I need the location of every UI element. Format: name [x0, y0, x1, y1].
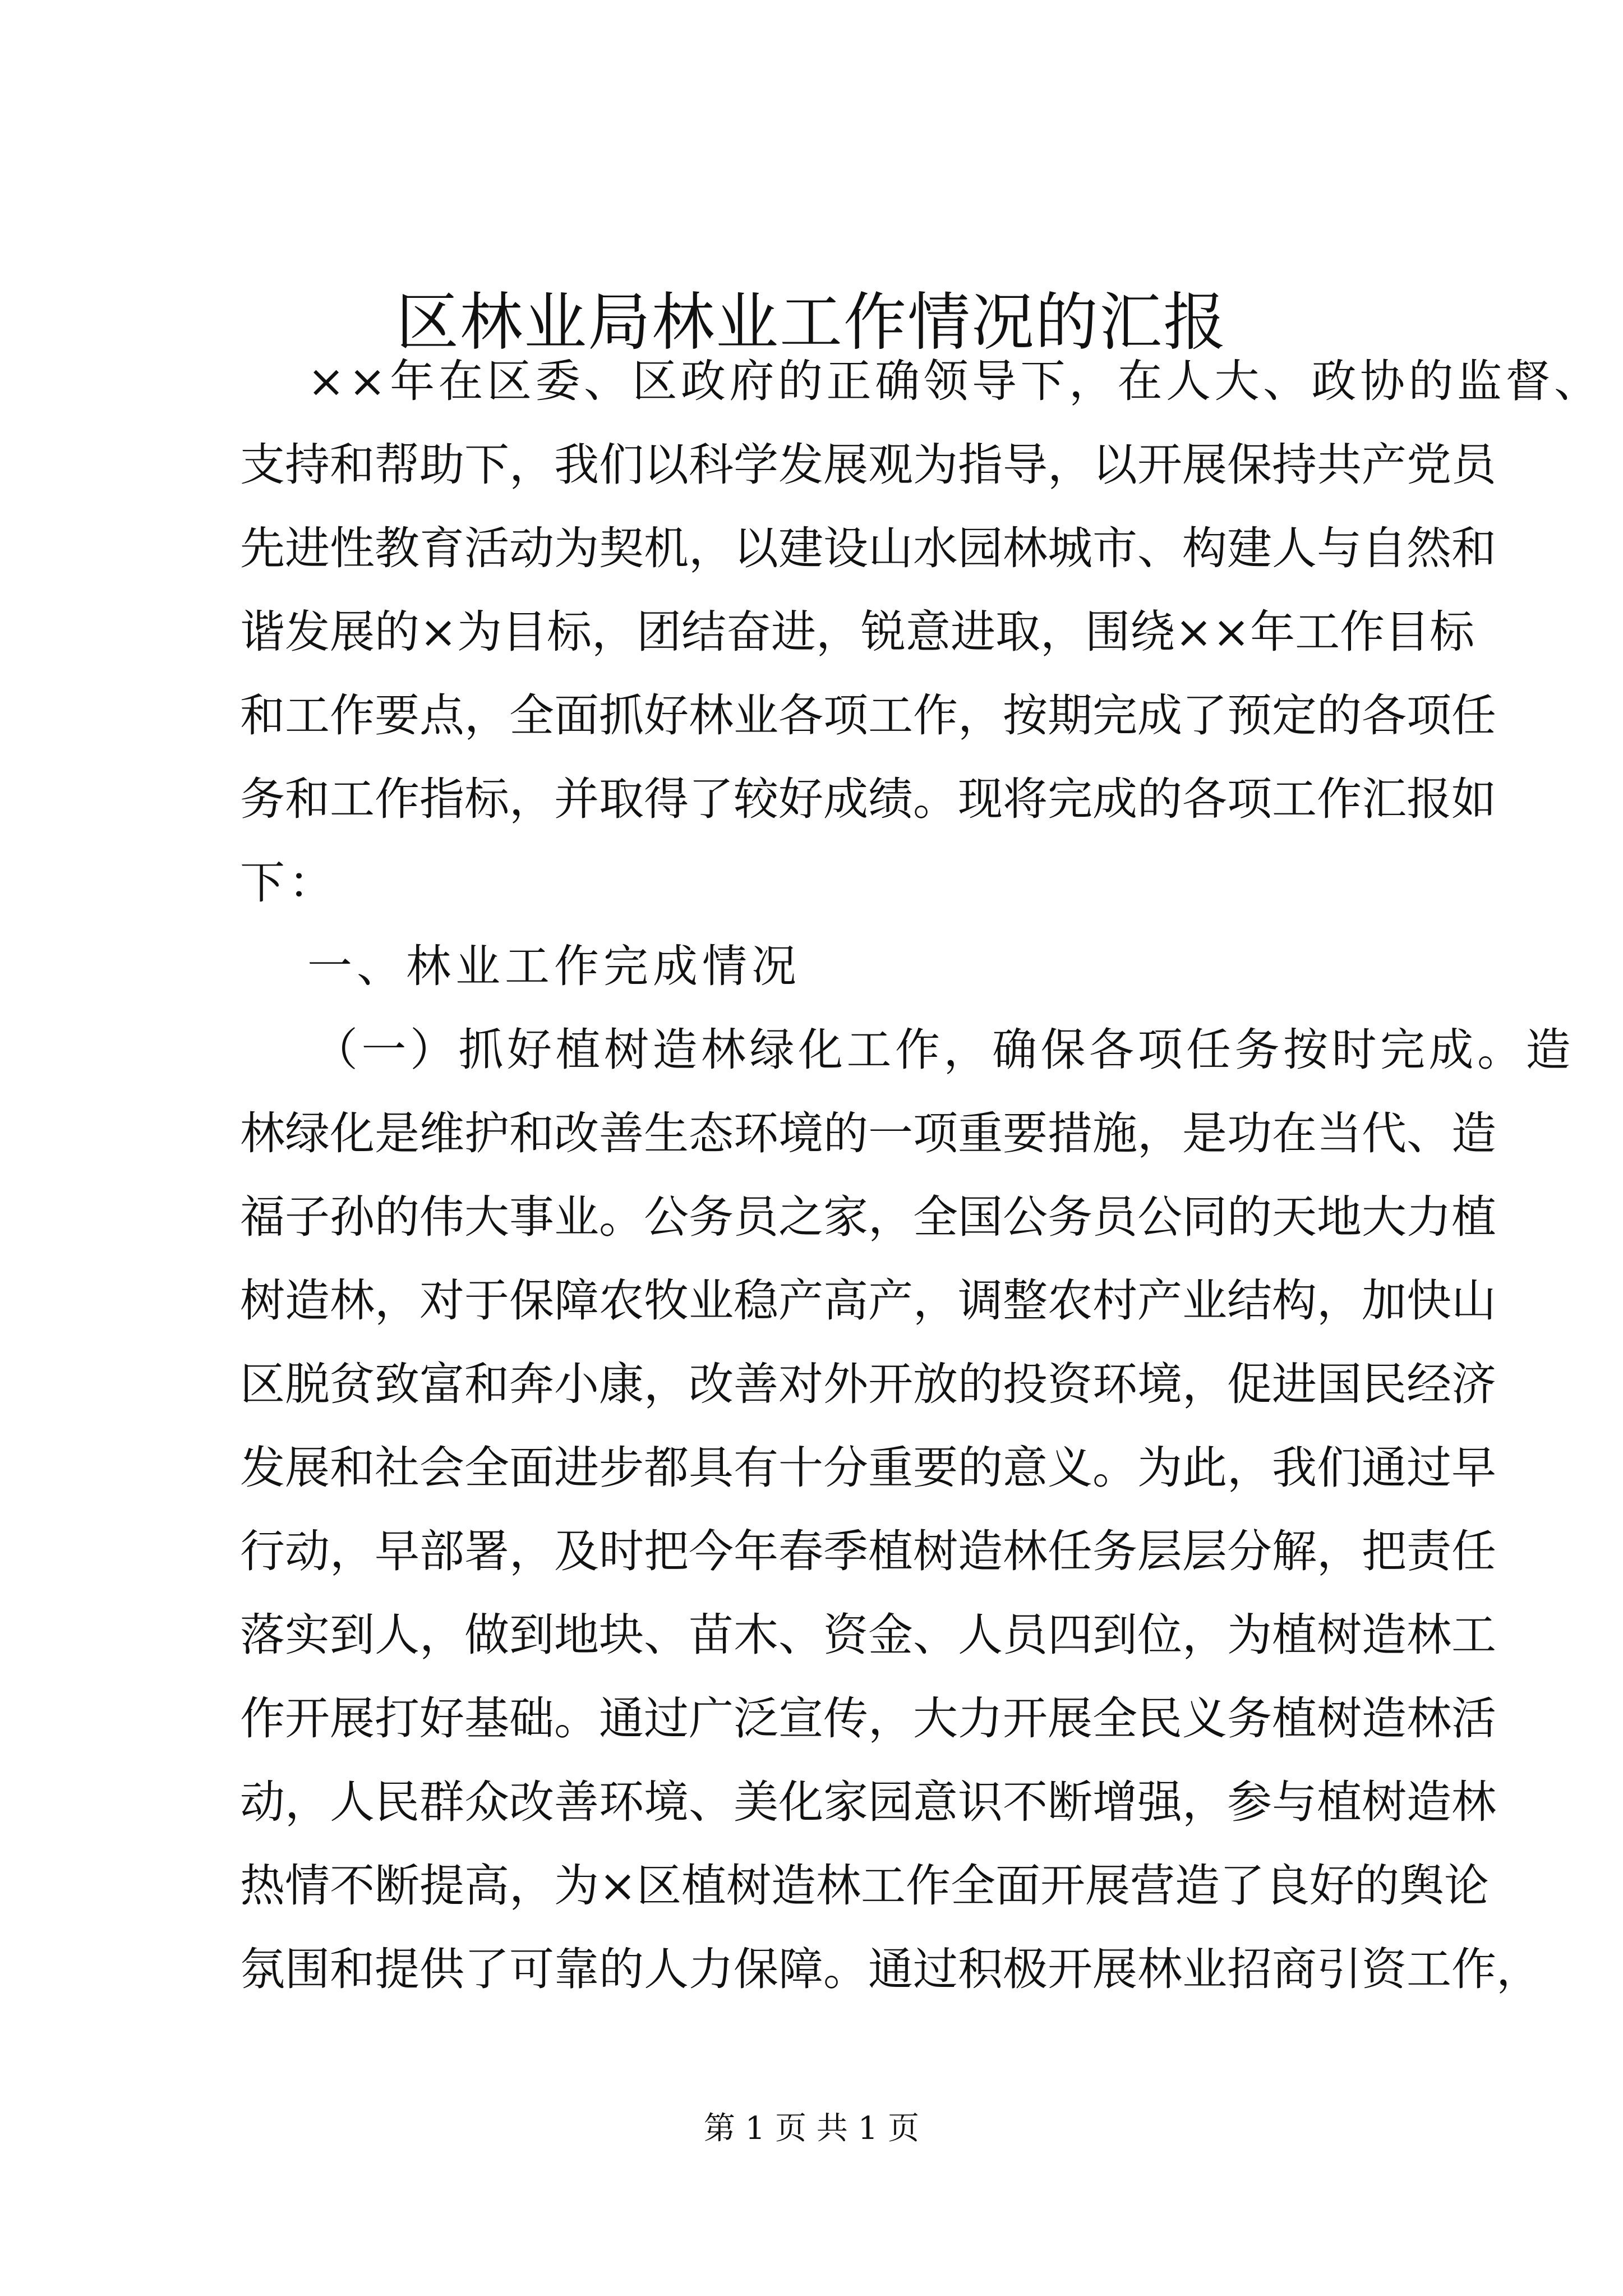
body-line: 落实到人，做到地块、苗木、资金、人员四到位，为植树造林工: [240, 1609, 1496, 1661]
document-title: 区林业局林业工作情况的汇报: [396, 286, 1227, 359]
body-line: 务和工作指标，并取得了较好成绩。现将完成的各项工作汇报如: [240, 773, 1496, 825]
body-line: 林绿化是维护和改善生态环境的一项重要措施，是功在当代、造: [240, 1107, 1496, 1159]
body-line: 动，人民群众改善环境、美化家园意识不断增强，参与植树造林: [240, 1776, 1496, 1828]
body-line: 谐发展的×为目标，团结奋进，锐意进取，围绕××年工作目标: [240, 606, 1475, 658]
body-line: 区脱贫致富和奔小康，改善对外开放的投资环境，促进国民经济: [240, 1358, 1496, 1410]
body-line: 热情不断提高，为×区植树造林工作全面开展营造了良好的舆论: [240, 1860, 1490, 1912]
body-line: （一）抓好植树造林绿化工作，确保各项任务按时完成。造: [313, 1024, 1574, 1076]
document-body: [240, 339, 1603, 2011]
body-line: ××年在区委、区政府的正确领导下，在人大、政协的监督、: [307, 355, 1603, 407]
body-line: 和工作要点，全面抓好林业各项工作，按期完成了预定的各项任: [240, 689, 1496, 742]
body-line: 支持和帮助下，我们以科学发展观为指导，以开展保持共产党员: [240, 439, 1496, 491]
page-footer: 第 1 页 共 1 页: [703, 2110, 920, 2147]
body-line: 发展和社会全面进步都具有十分重要的意义。为此，我们通过早: [240, 1442, 1496, 1494]
body-line: 福子孙的伟大事业。公务员之家，全国公务员公同的天地大力植: [240, 1191, 1496, 1243]
body-line: 氛围和提供了可靠的人力保障。通过积极开展林业招商引资工作，: [240, 1943, 1541, 1995]
body-line: 先进性教育活动为契机，以建设山水园林城市、构建人与自然和: [240, 522, 1496, 574]
body-line: 作开展打好基础。通过广泛宣传，大力开展全民义务植树造林活: [240, 1692, 1496, 1745]
body-line: 下：: [240, 857, 337, 909]
body-line: 树造林，对于保障农牧业稳产高产，调整农村产业结构，加快山: [240, 1274, 1496, 1327]
body-line: 行动，早部署，及时把今年春季植树造林任务层层分解，把责任: [240, 1525, 1496, 1577]
section-heading: 一、林业工作完成情况: [307, 940, 801, 992]
